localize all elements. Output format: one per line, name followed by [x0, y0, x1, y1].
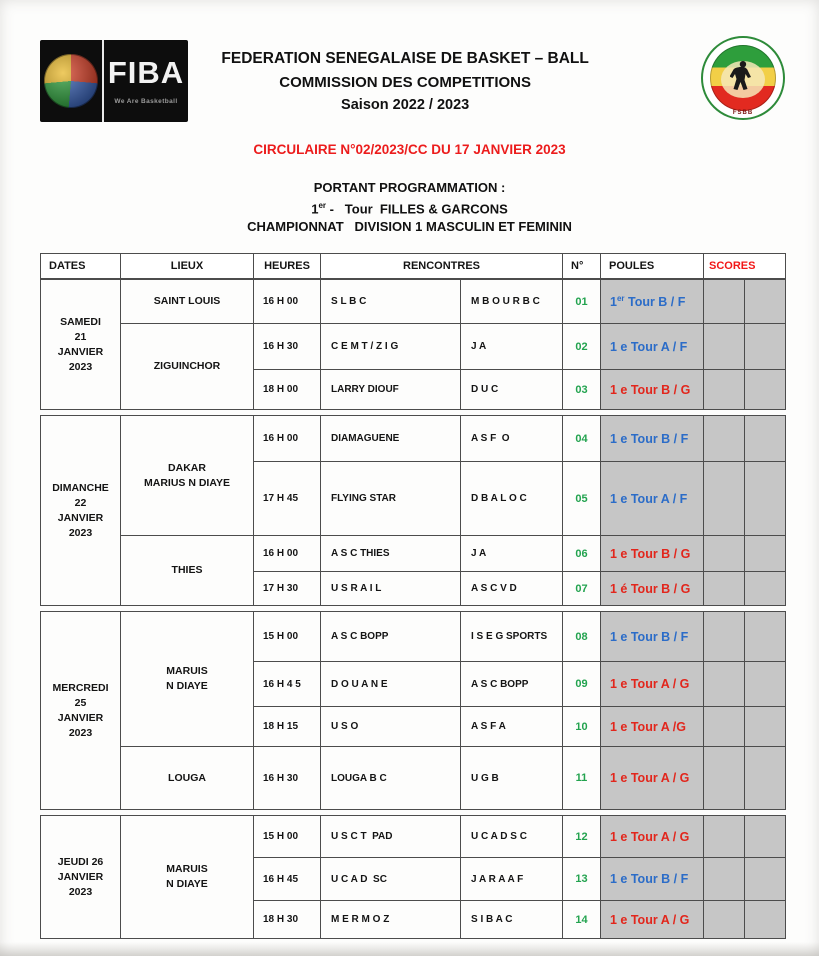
match-number-cell: 10 — [563, 707, 601, 747]
team-a-cell: LARRY DIOUF — [321, 370, 461, 410]
time-cell: 17 H 45 — [254, 462, 321, 536]
poule-cell: 1er Tour B / F — [601, 280, 704, 324]
score-cell-home — [704, 462, 745, 536]
poule-cell: 1 e Tour A / G — [601, 747, 704, 810]
poule-cell: 1 e Tour B / F — [601, 612, 704, 662]
poule-cell: 1 e Tour A / G — [601, 816, 704, 858]
score-cell-home — [704, 324, 745, 370]
fiba-logo — [40, 40, 188, 122]
match-number-cell: 14 — [563, 901, 601, 939]
table-row — [41, 747, 786, 810]
team-b-cell: J A — [461, 324, 563, 370]
team-b-cell: I S E G SPORTS — [461, 612, 563, 662]
schedule-group-samedi-21 — [40, 279, 786, 410]
team-a-cell: A S C BOPP — [321, 612, 461, 662]
score-cell-home — [704, 612, 745, 662]
col-header-rencontres: RENCONTRES — [321, 254, 563, 279]
poule-cell: 1 e Tour B / F — [601, 416, 704, 462]
match-number-cell: 12 — [563, 816, 601, 858]
score-cell-home — [704, 816, 745, 858]
venue-cell: SAINT LOUIS — [121, 280, 254, 324]
poule-cell: 1 e Tour A / G — [601, 662, 704, 707]
team-b-cell: J A — [461, 536, 563, 572]
team-a-cell: DIAMAGUENE — [321, 416, 461, 462]
fiba-wordmark: FIBA — [107, 55, 185, 90]
match-number-cell: 02 — [563, 324, 601, 370]
match-number-cell: 04 — [563, 416, 601, 462]
team-a-cell: U S C T PAD — [321, 816, 461, 858]
team-a-cell: U S R A I L — [321, 572, 461, 606]
date-cell: MERCREDI 25 JANVIER 2023 — [41, 612, 121, 810]
time-cell: 18 H 00 — [254, 370, 321, 410]
score-cell-away — [745, 612, 786, 662]
score-cell-home — [704, 416, 745, 462]
circulaire-line: CIRCULAIRE N°02/2023/CC DU 17 JANVIER 2023 — [253, 142, 566, 157]
season-title: Saison 2022 / 2023 — [341, 97, 470, 113]
table-row — [41, 816, 786, 858]
time-cell: 17 H 30 — [254, 572, 321, 606]
score-cell-away — [745, 707, 786, 747]
time-cell: 16 H 00 — [254, 416, 321, 462]
document-header — [40, 36, 785, 128]
score-cell-away — [745, 416, 786, 462]
match-number-cell: 05 — [563, 462, 601, 536]
poule-cell: 1 e Tour A / F — [601, 324, 704, 370]
match-number-cell: 11 — [563, 747, 601, 810]
team-a-cell: FLYING STAR — [321, 462, 461, 536]
date-cell: DIMANCHE 22 JANVIER 2023 — [41, 416, 121, 606]
time-cell: 16 H 30 — [254, 324, 321, 370]
col-header-poules: POULES — [601, 254, 704, 279]
team-b-cell: A S C V D — [461, 572, 563, 606]
col-header-heures: HEURES — [254, 254, 321, 279]
subtitle-line-2: 1er - Tour FILLES & GARCONS — [311, 201, 508, 217]
poule-cell: 1 e Tour B / F — [601, 858, 704, 901]
match-number-cell: 13 — [563, 858, 601, 901]
team-b-cell: M B O U R B C — [461, 280, 563, 324]
poule-cell: 1 e Tour A / G — [601, 901, 704, 939]
team-b-cell: D U C — [461, 370, 563, 410]
score-cell-home — [704, 901, 745, 939]
table-row — [41, 612, 786, 662]
team-a-cell: U S O — [321, 707, 461, 747]
team-b-cell: U G B — [461, 747, 563, 810]
poule-cell: 1 e Tour B / G — [601, 536, 704, 572]
score-cell-home — [704, 536, 745, 572]
time-cell: 16 H 30 — [254, 747, 321, 810]
player-silhouette-icon — [730, 59, 756, 93]
score-cell-away — [745, 901, 786, 939]
score-cell-away — [745, 536, 786, 572]
match-number-cell: 09 — [563, 662, 601, 707]
match-number-cell: 06 — [563, 536, 601, 572]
score-cell-away — [745, 324, 786, 370]
team-a-cell: A S C THIES — [321, 536, 461, 572]
schedule-group-mercredi-25 — [40, 611, 786, 810]
match-number-cell: 01 — [563, 280, 601, 324]
subtitle-line-1: PORTANT PROGRAMMATION : — [313, 180, 506, 195]
schedule-table — [40, 253, 785, 939]
time-cell: 16 H 00 — [254, 536, 321, 572]
venue-cell: DAKAR MARIUS N DIAYE — [121, 416, 254, 536]
match-number-cell: 08 — [563, 612, 601, 662]
table-row — [41, 416, 786, 462]
col-header-dates: DATES — [41, 254, 121, 279]
score-cell-home — [704, 707, 745, 747]
team-b-cell: U C A D S C — [461, 816, 563, 858]
time-cell: 15 H 00 — [254, 612, 321, 662]
score-cell-home — [704, 280, 745, 324]
team-b-cell: S I B A C — [461, 901, 563, 939]
score-cell-home — [704, 370, 745, 410]
score-cell-away — [745, 280, 786, 324]
schedule-header-row — [40, 253, 786, 279]
time-cell: 16 H 45 — [254, 858, 321, 901]
fsbb-wordmark: FSBB — [732, 110, 754, 116]
commission-title: COMMISSION DES COMPETITIONS — [279, 74, 531, 91]
team-b-cell: A S C BOPP — [461, 662, 563, 707]
col-header-num: N° — [563, 254, 601, 279]
table-row — [41, 324, 786, 370]
subtitle-block — [0, 179, 819, 236]
score-cell-away — [745, 816, 786, 858]
poule-cell: 1 é Tour B / G — [601, 572, 704, 606]
time-cell: 18 H 30 — [254, 901, 321, 939]
team-a-cell: C E M T / Z I G — [321, 324, 461, 370]
table-row — [41, 280, 786, 324]
score-cell-home — [704, 858, 745, 901]
poule-cell: 1 e Tour A / F — [601, 462, 704, 536]
time-cell: 16 H 4 5 — [254, 662, 321, 707]
venue-cell: MARUIS N DIAYE — [121, 612, 254, 747]
score-cell-away — [745, 662, 786, 707]
team-a-cell: S L B C — [321, 280, 461, 324]
venue-cell: MARUIS N DIAYE — [121, 816, 254, 939]
table-row — [41, 536, 786, 572]
team-b-cell: J A R A A F — [461, 858, 563, 901]
match-number-cell: 03 — [563, 370, 601, 410]
time-cell: 18 H 15 — [254, 707, 321, 747]
time-cell: 15 H 00 — [254, 816, 321, 858]
schedule-group-dimanche-22 — [40, 415, 786, 606]
date-cell: JEUDI 26 JANVIER 2023 — [41, 816, 121, 939]
venue-cell: THIES — [121, 536, 254, 606]
score-cell-home — [704, 747, 745, 810]
fiba-tagline: We Are Basketball — [114, 98, 178, 105]
fiba-basketball-globe-icon — [40, 40, 104, 122]
schedule-group-jeudi-26 — [40, 815, 786, 939]
team-a-cell: U C A D SC — [321, 858, 461, 901]
score-cell-away — [745, 858, 786, 901]
poule-cell: 1 e Tour B / G — [601, 370, 704, 410]
team-b-cell: A S F A — [461, 707, 563, 747]
venue-cell: ZIGUINCHOR — [121, 324, 254, 410]
team-b-cell: D B A L O C — [461, 462, 563, 536]
score-cell-away — [745, 572, 786, 606]
venue-cell: LOUGA — [121, 747, 254, 810]
team-b-cell: A S F O — [461, 416, 563, 462]
date-cell: SAMEDI 21 JANVIER 2023 — [41, 280, 121, 410]
federation-title: FEDERATION SENEGALAISE DE BASKET – BALL — [221, 50, 589, 67]
subtitle-line-3: CHAMPIONNAT DIVISION 1 MASCULIN ET FEMININ — [247, 219, 572, 235]
scan-shadow-edge — [0, 942, 819, 956]
match-number-cell: 07 — [563, 572, 601, 606]
score-cell-home — [704, 662, 745, 707]
team-a-cell: M E R M O Z — [321, 901, 461, 939]
score-cell-away — [745, 747, 786, 810]
score-cell-away — [745, 370, 786, 410]
team-a-cell: D O U A N E — [321, 662, 461, 707]
team-a-cell: LOUGA B C — [321, 747, 461, 810]
time-cell: 16 H 00 — [254, 280, 321, 324]
federation-title-block — [221, 50, 588, 113]
col-header-scores: SCORES — [704, 254, 786, 279]
poule-cell: 1 e Tour A /G — [601, 707, 704, 747]
score-cell-away — [745, 462, 786, 536]
fsbb-crest-icon — [701, 36, 785, 120]
col-header-lieux: LIEUX — [121, 254, 254, 279]
score-cell-home — [704, 572, 745, 606]
